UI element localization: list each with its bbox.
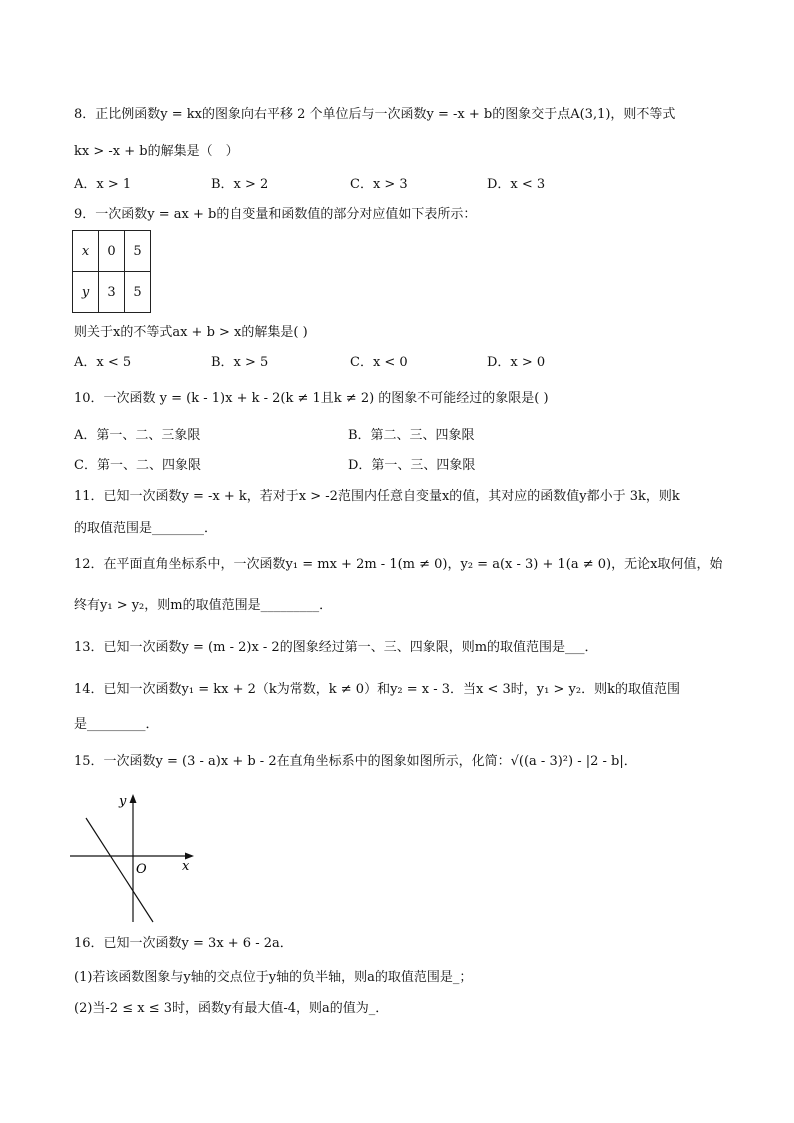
table-cell: x: [73, 231, 99, 272]
y-axis-arrow-icon: [130, 794, 137, 803]
q16-part1: (1)若该函数图象与y轴的交点位于y轴的负半轴，则a的取值范围是_；: [74, 970, 473, 985]
table-row: [73, 272, 151, 313]
table-cell: y: [73, 272, 99, 313]
q8-option-d: D．x < 3: [487, 177, 546, 192]
q9-option-d: D．x > 0: [487, 355, 546, 370]
q9-value-table: [72, 230, 151, 313]
q10-option-d: D．第一、三、四象限: [348, 458, 476, 473]
q14-stem-line2: 是_________．: [74, 717, 159, 732]
q13-stem-line1: 13．已知一次函数y = (m - 2)x - 2的图象经过第一、三、四象限，则m的取值范围是___．: [74, 640, 598, 655]
q8-stem-line2: kx > -x + b的解集是（ ）: [74, 144, 239, 159]
q9-option-c: C．x < 0: [350, 355, 408, 370]
table-cell: 3: [99, 272, 125, 313]
q15-coordinate-graph: [66, 788, 200, 924]
table-row: [73, 231, 151, 272]
origin-label: O: [136, 862, 147, 877]
q16-stem-line1: 16．已知一次函数y = 3x + 6 - 2a．: [74, 936, 293, 951]
q11-stem-line1: 11．已知一次函数y = -x + k，若对于x > -2范围内任意自变量x的值，其对应的函数值y都小于 3k，则k: [74, 489, 680, 504]
y-axis-label: y: [119, 794, 127, 809]
q10-option-b: B．第二、三、四象限: [348, 428, 475, 443]
q15-stem-line1: 15．一次函数y = (3 - a)x + b - 2在直角坐标系中的图象如图所示，化简：√((a - 3)²) - |2 - b|．: [74, 754, 637, 769]
q12-stem-line1: 12．在平面直角坐标系中，一次函数y₁ = mx + 2m - 1(m ≠ 0)，y₂ = a(x - 3) + 1(a ≠ 0)，无论x取何值，始: [74, 557, 723, 572]
q10-option-c: C．第一、二、四象限: [74, 458, 201, 473]
q8-option-a: A．x > 1: [74, 177, 132, 192]
q8-option-c: C．x > 3: [350, 177, 408, 192]
q9-option-a: A．x < 5: [74, 355, 132, 370]
table-cell: 5: [125, 231, 151, 272]
q10-stem-line1: 10．一次函数 y = (k - 1)x + k - 2(k ≠ 1且k ≠ 2) 的图象不可能经过的象限是( ): [74, 391, 549, 406]
q16-part2: (2)当-2 ≤ x ≤ 3时，函数y有最大值-4，则a的值为_．: [74, 1001, 389, 1016]
q8-stem-line1: 8．正比例函数y = kx的图象向右平移 2 个单位后与一次函数y = -x + b的图象交于点A(3,1)，则不等式: [74, 107, 676, 122]
table-cell: 0: [99, 231, 125, 272]
q11-stem-line2: 的取值范围是________．: [74, 521, 218, 536]
q8-option-b: B．x > 2: [211, 177, 269, 192]
q14-stem-line1: 14．已知一次函数y₁ = kx + 2（k为常数，k ≠ 0）和y₂ = x - 3．当x < 3时，y₁ > y₂．则k的取值范围: [74, 682, 680, 697]
table-cell: 5: [125, 272, 151, 313]
q9-stem-line1: 9．一次函数y = ax + b的自变量和函数值的部分对应值如下表所示：: [74, 207, 477, 222]
q10-option-a: A．第一、二、三象限: [74, 428, 201, 443]
q12-stem-line2: 终有y₁ > y₂，则m的取值范围是_________．: [74, 598, 333, 613]
x-axis-label: x: [182, 859, 190, 874]
q9-option-b: B．x > 5: [211, 355, 269, 370]
q9-stem-line2: 则关于x的不等式ax + b > x的解集是( ): [74, 325, 308, 340]
